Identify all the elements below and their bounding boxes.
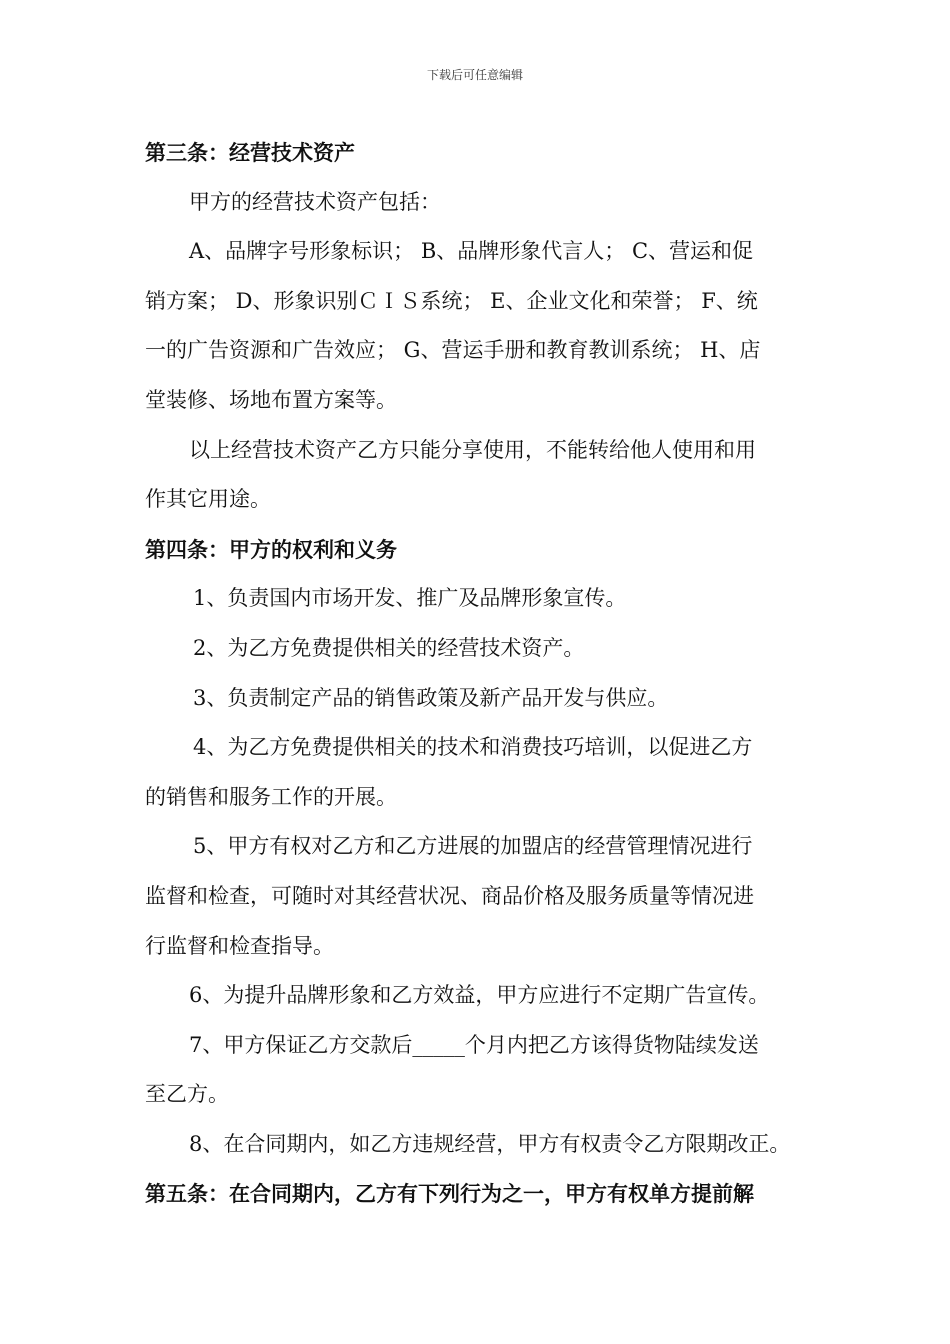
paragraph-line: 作其它用途。 [145,487,271,512]
list-item: 6、为提升品牌形象和乙方效益，甲方应进行不定期广告宣传。 [189,983,770,1008]
paragraph-line: 一的广告资源和广告效应； G、营运手册和教育教训系统； H、店 [145,338,761,363]
paragraph-line: 甲方的经营技术资产包括： [189,189,441,214]
list-item: 7、甲方保证乙方交款后_____个月内把乙方该得货物陆续发送 [189,1032,759,1057]
paragraph-line: 行监督和检查指导。 [145,933,334,958]
paragraph-line: 的销售和服务工作的开展。 [145,784,397,809]
paragraph-line: 销方案； D、形象识别ＣＩＳ系统； E、企业文化和荣誉； F、统 [145,288,758,313]
article-4-heading: 第四条：甲方的权利和义务 [145,536,397,562]
list-item: 2、为乙方免费提供相关的经营技术资产。 [193,635,585,660]
paragraph-line: 以上经营技术资产乙方只能分享使用，不能转给他人使用和用 [189,437,756,462]
list-item: 4、为乙方免费提供相关的技术和消费技巧培训，以促进乙方 [193,735,753,760]
paragraph-line: 堂装修、场地布置方案等。 [145,387,397,412]
paragraph-line: 监督和检查，可随时对其经营状况、商品价格及服务质量等情况进 [145,883,754,908]
article-5-heading: 第五条：在合同期内，乙方有下列行为之一，甲方有权单方提前解 [145,1181,754,1207]
paragraph-line: 至乙方。 [145,1082,229,1107]
list-item: 1、负责国内市场开发、推广及品牌形象宣传。 [193,586,627,611]
list-item: 5、甲方有权对乙方和乙方进展的加盟店的经营管理情况进行 [193,834,753,859]
list-item: 8、在合同期内，如乙方违规经营，甲方有权责令乙方限期改正。 [189,1131,791,1156]
paragraph-line: A、品牌字号形象标识； B、品牌形象代言人； C、营运和促 [189,239,754,264]
document-body [145,128,809,1219]
list-item: 3、负责制定产品的销售政策及新产品开发与供应。 [193,685,669,710]
page-header: 下载后可任意编辑 [426,68,523,82]
article-3-heading: 第三条：经营技术资产 [145,140,355,165]
